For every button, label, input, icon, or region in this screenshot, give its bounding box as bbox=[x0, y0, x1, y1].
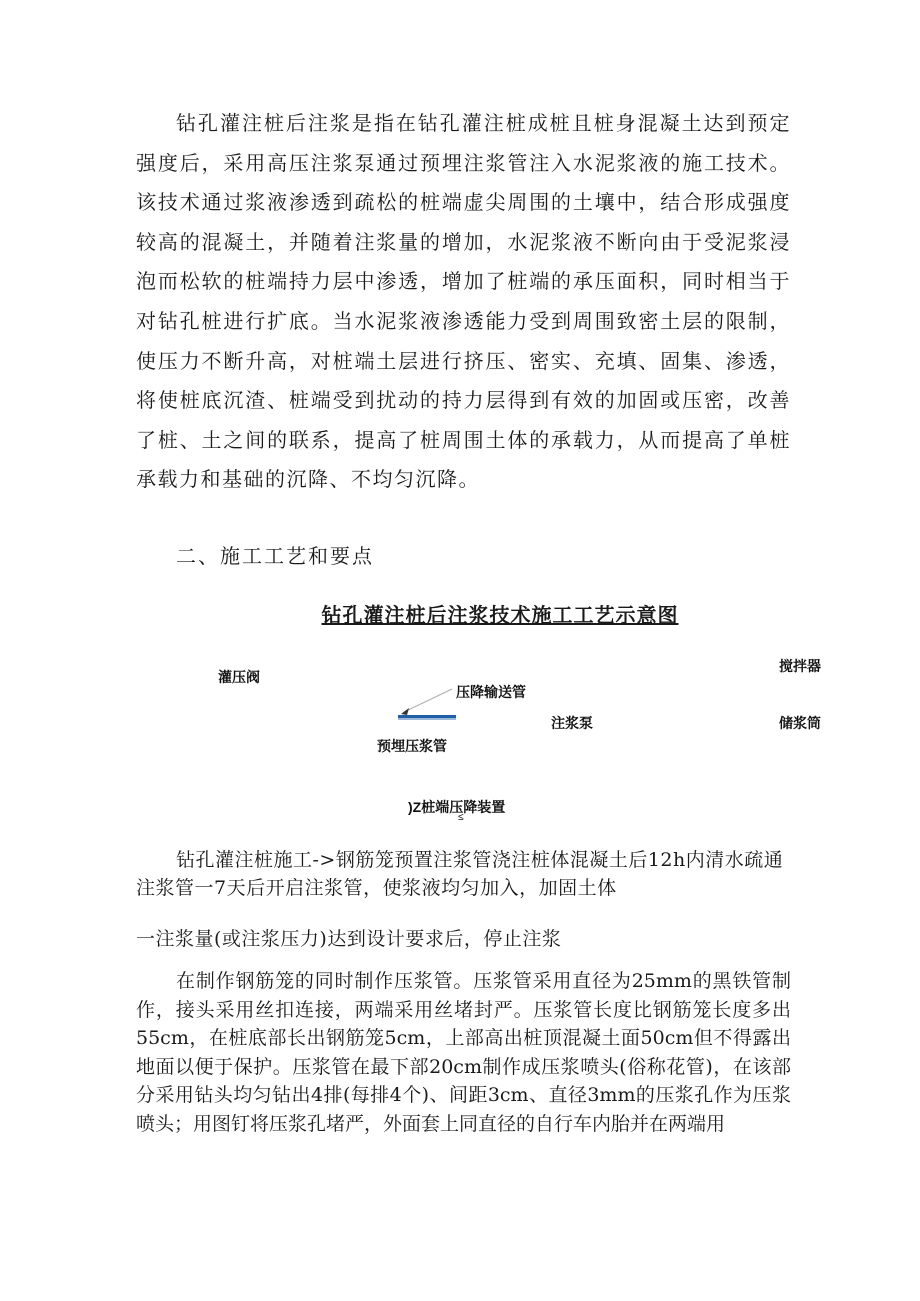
embedded-pipe-shadow bbox=[398, 718, 456, 720]
label-mixer: 搅拌器 bbox=[779, 658, 821, 674]
grout-pipe-paragraph: 在制作钢筋笼的同时制作压浆管。压浆管采用直径为25mm的黑铁管制作，接头采用丝扣连接，两端采用丝堵封严。压浆管长度比钢筋笼长度多出55cm，在桩底部长出钢筋笼5cm，上部高出桩顶混凝土面50cm但不得露出地面以便于保护。压浆管在最下部20cm制作成压浆喷头(俗称花管)，在该部分采用钻头均匀钻出4排(每排4个)、间距3cm、直径3mm的压浆孔作为压浆喷头；用图钉将压浆孔堵严，外面套上同直径的自行车内胎并在两端用 bbox=[136, 970, 791, 1135]
label-valve: 灌压阀 bbox=[218, 669, 260, 685]
label-small-mark: ≤ bbox=[458, 812, 464, 823]
process-flow-line2: 一注浆量(或注浆压力)达到设计要求后，停止注浆 bbox=[136, 928, 562, 950]
embedded-pipe-bar bbox=[398, 715, 456, 718]
label-pressure-pipe: 压降输送管 bbox=[456, 684, 526, 700]
label-pile-device: )Z桩端压降装置 bbox=[408, 799, 506, 815]
intro-paragraph: 钻孔灌注桩后注浆是指在钻孔灌注桩成桩且桩身混凝土达到预定强度后，采用高压注浆泵通过预埋注浆管注入水泥浆液的施工技术。该技术通过浆液渗透到疏松的桩端虚尖周围的土壤中，结合形成强度较高的混凝土，并随着注浆量的增加，水泥浆液不断向由于受泥浆浸泡而松软的桩端持力层中渗透，增加了桩端的承压面积，同时相当于对钻孔桩进行扩底。当水泥浆液渗透能力受到周围致密土层的限制，使压力不断升高，对桩端土层进行挤压、密实、充填、固集、渗透，将使桩底沉渣、桩端受到扰动的持力层得到有效的加固或压密，改善了桩、土之间的联系，提高了桩周围土体的承载力，从而提高了单桩承载力和基础的沉降、不均匀沉降。 bbox=[136, 111, 791, 492]
figure-title: 钻孔灌注桩后注浆技术施工工艺示意图 bbox=[321, 603, 679, 627]
label-embedded-pipe: 预埋压浆管 bbox=[377, 738, 447, 754]
arrow-head-icon bbox=[401, 708, 409, 715]
section-heading: 二、施工工艺和要点 bbox=[176, 544, 374, 568]
label-storage: 储浆筒 bbox=[779, 715, 821, 731]
pressure-pipe-line bbox=[404, 689, 452, 712]
process-flow-line1: 钻孔灌注桩施工->钢筋笼预置注浆管浇注桩体混凝土后12h内清水疏通注浆管一7天后开启注浆管，使浆液均匀加入，加固土体 bbox=[136, 849, 784, 899]
label-grout-pump: 注浆泵 bbox=[551, 715, 593, 731]
